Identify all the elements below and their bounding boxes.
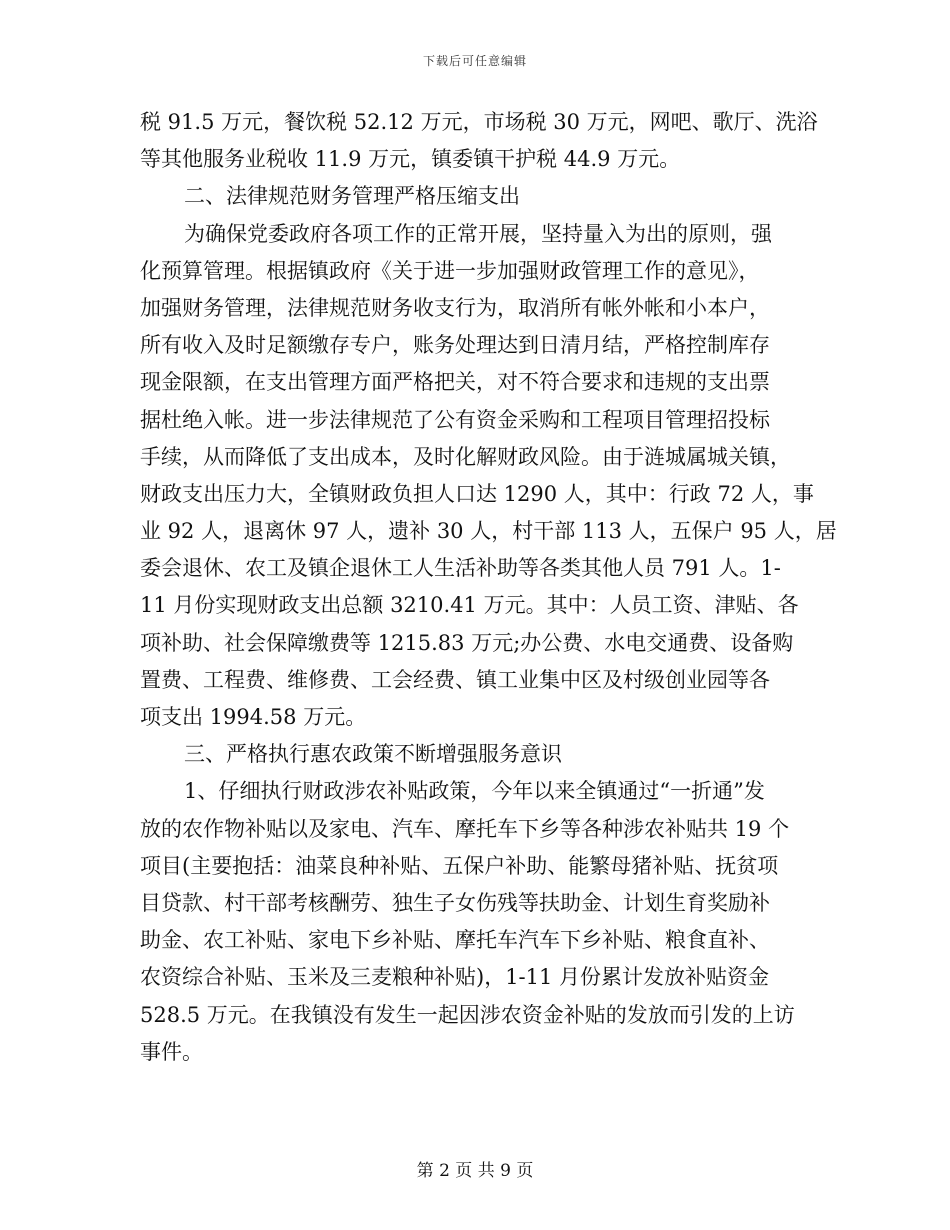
paragraph-start: 1、仔细执行财政涉农补贴政策，今年以来全镇通过“一折通”发 — [184, 779, 765, 804]
text-line: 农资综合补贴、玉米及三麦粮种补贴)，1-11 月份累计发放补贴资金 — [140, 965, 770, 990]
text-line: 项补助、社会保障缴费等 1215.83 万元;办公费、水电交通费、设备购 — [140, 630, 794, 655]
text-line: 528.5 万元。在我镇没有发生一起因涉农资金补贴的发放而引发的上访 — [140, 1002, 795, 1027]
text-line: 业 92 人，退离休 97 人，遗补 30 人，村干部 113 人，五保户 95 人，居 — [140, 519, 837, 544]
text-line: 委会退休、农工及镇企退休工人生活补助等各类其他人员 791 人。1- — [140, 556, 781, 581]
text-line: 手续，从而降低了支出成本，及时化解财政风险。由于涟城属城关镇， — [140, 444, 791, 469]
text-line: 加强财务管理，法律规范财务收支行为，取消所有帐外帐和小本户， — [140, 295, 770, 320]
text-line: 财政支出压力大，全镇财政负担人口达 1290 人，其中：行政 72 人，事 — [140, 481, 814, 506]
page-number: 第 2 页 共 9 页 — [416, 1161, 534, 1181]
text-line: 项目(主要抱括：油菜良种补贴、五保户补助、能繁母猪补贴、抚贫项 — [140, 853, 779, 878]
section-heading: 二、法律规范财务管理严格压缩支出 — [184, 184, 520, 209]
text-line: 放的农作物补贴以及家电、汽车、摩托车下乡等各种涉农补贴共 19 个 — [140, 816, 790, 841]
text-line: 项支出 1994.58 万元。 — [140, 705, 367, 729]
page-header-note: 下载后可任意编辑 — [422, 54, 527, 68]
text-line: 目贷款、村干部考核酬劳、独生子女伤残等扶助金、计划生育奖励补 — [140, 890, 770, 915]
text-line: 化预算管理。根据镇政府《关于进一步加强财政管理工作的意见》， — [140, 258, 760, 283]
text-line: 税 91.5 万元，餐饮税 52.12 万元，市场税 30 万元，网吧、歌厅、洗浴 — [140, 110, 818, 134]
document-body — [140, 104, 837, 1071]
text-line: 置费、工程费、维修费、工会经费、镇工业集中区及村级创业园等各 — [140, 667, 770, 692]
text-line: 事件。 — [140, 1039, 203, 1064]
text-line: 所有收入及时足额缴存专户，账务处理达到日清月结，严格控制库存 — [140, 333, 770, 358]
text-line: 现金限额，在支出管理方面严格把关，对不符合要求和违规的支出票 — [140, 370, 770, 395]
text-line: 据杜绝入帐。进一步法律规范了公有资金采购和工程项目管理招投标 — [140, 407, 770, 432]
text-line: 11 月份实现财政支出总额 3210.41 万元。其中：人员工资、津贴、各 — [140, 593, 799, 618]
text-line: 等其他服务业税收 11.9 万元，镇委镇干护税 44.9 万元。 — [140, 147, 681, 172]
paragraph-start: 为确保党委政府各项工作的正常开展，坚持量入为出的原则，强 — [184, 221, 772, 246]
text-line: 助金、农工补贴、家电下乡补贴、摩托车汽车下乡补贴、粮食直补、 — [140, 928, 770, 953]
section-heading: 三、严格执行惠农政策不断增强服务意识 — [184, 742, 562, 767]
